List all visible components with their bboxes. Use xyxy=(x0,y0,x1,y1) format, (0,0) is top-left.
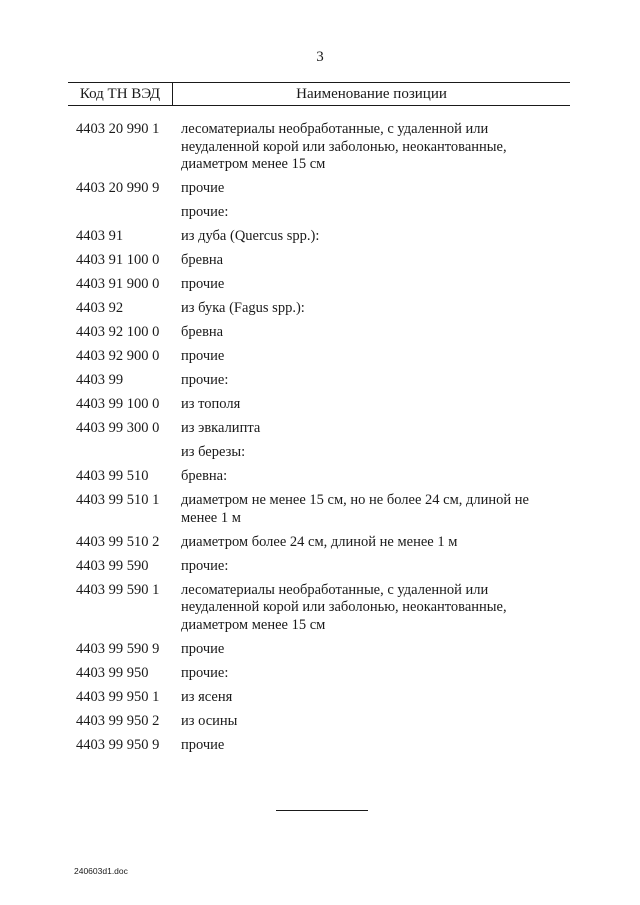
table-row xyxy=(76,276,566,294)
row-code: 4403 99 590 9 xyxy=(76,640,160,657)
row-name: из дуба (Quercus spp.): xyxy=(181,228,320,244)
row-code: 4403 92 xyxy=(76,300,124,316)
table-row xyxy=(76,121,566,174)
row-name: из осины xyxy=(181,712,238,729)
row-code xyxy=(76,204,181,222)
header-code-label: Код ТН ВЭД xyxy=(68,83,173,105)
table-body xyxy=(76,121,566,761)
row-name: прочие xyxy=(181,348,225,364)
row-code: 4403 20 990 9 xyxy=(76,180,160,196)
row-code: 4403 91 xyxy=(76,228,124,244)
table-row xyxy=(76,324,566,342)
row-name: лесоматериалы необработанные, с удаленной или неудаленной корой или заболонью, неокантованные, диаметром менее 15 см xyxy=(181,581,507,633)
row-code: 4403 91 900 0 xyxy=(76,276,160,292)
row-name: из бука (Fagus spp.): xyxy=(181,300,305,316)
row-code: 4403 99 590 1 xyxy=(76,581,160,598)
row-name: прочие xyxy=(181,276,225,292)
table-row xyxy=(76,180,566,198)
table-row xyxy=(76,468,566,486)
row-name: диаметром более 24 см, длиной не менее 1 м xyxy=(181,533,458,550)
row-name: прочие xyxy=(181,736,225,753)
row-code xyxy=(76,444,181,462)
row-code: 4403 91 100 0 xyxy=(76,252,160,268)
table-row xyxy=(76,252,566,270)
header-name-label: Наименование позиции xyxy=(296,86,447,102)
row-name: бревна xyxy=(181,324,224,340)
row-name: прочие: xyxy=(181,664,229,681)
table-row xyxy=(76,204,566,222)
row-code: 4403 99 950 1 xyxy=(76,688,160,705)
table-row xyxy=(76,689,566,707)
row-code: 4403 99 510 1 xyxy=(76,492,160,508)
row-code: 4403 20 990 1 xyxy=(76,121,160,137)
row-name: прочие: xyxy=(181,557,229,574)
row-name: диаметром не менее 15 см, но не более 24 см, длиной не менее 1 м xyxy=(181,492,529,526)
row-code: 4403 99 xyxy=(76,372,124,388)
row-name: из тополя xyxy=(181,396,241,412)
row-code: 4403 99 950 2 xyxy=(76,712,160,729)
table-row xyxy=(76,444,566,462)
row-code: 4403 99 510 xyxy=(76,468,149,484)
table-row xyxy=(76,420,566,438)
table-row xyxy=(76,396,566,414)
row-name: прочие xyxy=(181,180,225,196)
row-code: 4403 99 510 2 xyxy=(76,533,160,550)
table-row xyxy=(76,228,566,246)
table-row xyxy=(76,737,566,755)
row-name: бревна xyxy=(181,252,224,268)
document-filename: 240603d1.doc xyxy=(74,866,128,876)
table-row xyxy=(76,348,566,366)
row-code: 4403 92 900 0 xyxy=(76,348,160,364)
row-name: лесоматериалы необработанные, с удаленной или неудаленной корой или заболонью, неокантованные, диаметром менее 15 см xyxy=(181,121,507,172)
table-row xyxy=(76,641,566,659)
row-code: 4403 99 950 9 xyxy=(76,736,160,753)
footer-divider xyxy=(276,810,368,811)
table-row xyxy=(76,372,566,390)
row-code: 4403 92 100 0 xyxy=(76,324,160,340)
row-code: 4403 99 950 xyxy=(76,664,149,681)
table-header xyxy=(68,82,570,106)
table-row xyxy=(76,665,566,683)
table-row xyxy=(76,300,566,318)
row-code: 4403 99 300 0 xyxy=(76,420,160,436)
page-number: 3 xyxy=(316,49,324,65)
table-row xyxy=(76,558,566,576)
table-row xyxy=(76,582,566,635)
table-row xyxy=(76,713,566,731)
row-name: из эвкалипта xyxy=(181,420,261,436)
row-name: из березы: xyxy=(181,444,246,460)
row-code: 4403 99 590 xyxy=(76,557,149,574)
row-name: прочие: xyxy=(181,372,229,388)
row-name: прочие xyxy=(181,640,225,657)
row-name: бревна: xyxy=(181,468,228,484)
table-row xyxy=(76,492,566,527)
row-code: 4403 99 100 0 xyxy=(76,396,160,412)
row-name: из ясеня xyxy=(181,688,233,705)
row-name: прочие: xyxy=(181,204,229,220)
table-row xyxy=(76,534,566,552)
